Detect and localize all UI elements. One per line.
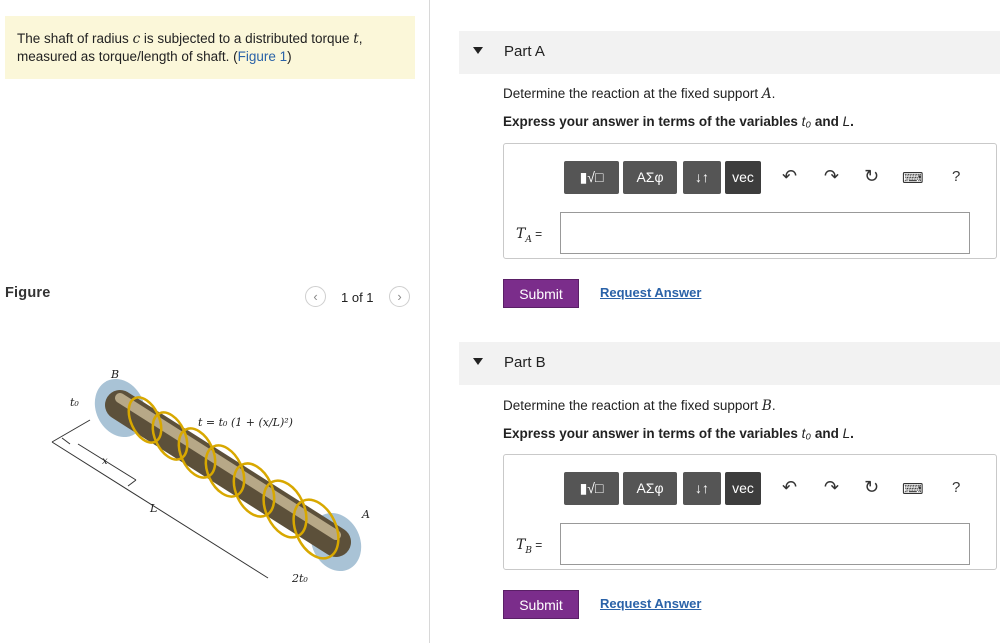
undo-icon[interactable]: ↶ <box>782 166 798 186</box>
instruction-text: Express your answer in terms of the variables <box>503 426 802 441</box>
torque-equation: t = t₀ (1 + (x/L)²) <box>198 416 293 429</box>
help-button[interactable]: ? <box>952 168 961 185</box>
intro-text: is subjected to a distributed torque <box>140 31 354 46</box>
var-c: c <box>132 31 141 47</box>
intro-text: ) <box>287 49 292 64</box>
var-l: L <box>842 426 851 441</box>
answer-var: T <box>516 537 526 553</box>
label-t0: t₀ <box>70 396 79 409</box>
figure-title: Figure <box>5 285 51 301</box>
problem-statement: The shaft of radius c is subjected to a distributed torque t, measured as torque/length of shaft. (Figure 1) <box>5 16 415 79</box>
var-t0: t₀ <box>801 114 812 129</box>
help-button[interactable]: ? <box>952 479 961 496</box>
keyboard-icon[interactable]: ⌨ <box>902 481 924 498</box>
templates-button[interactable]: ▮√□ <box>564 472 619 505</box>
greek-symbols-button[interactable]: ΑΣφ <box>623 161 677 194</box>
intro-text: measured as torque/length of shaft. ( <box>17 49 238 64</box>
subscript-button[interactable]: ↓↑ <box>683 472 721 505</box>
part-a-header[interactable] <box>459 31 1000 74</box>
answer-var-label <box>516 537 542 556</box>
var-t0: t₀ <box>801 426 812 441</box>
label-a: A <box>362 508 370 521</box>
question-text: Determine the reaction at the fixed support <box>503 398 762 413</box>
answer-input[interactable] <box>560 523 970 565</box>
reset-icon[interactable]: ↻ <box>864 477 880 497</box>
part-b-header[interactable] <box>459 342 1000 385</box>
shaft-figure <box>40 360 420 590</box>
part-a-label: Part A <box>504 43 545 60</box>
equals-sign: = <box>531 538 543 552</box>
intro-text: The shaft of radius <box>17 31 133 46</box>
part-b-question: Determine the reaction at the fixed support B. <box>503 398 776 414</box>
chevron-right-icon: › <box>397 289 402 304</box>
answer-var-label <box>516 226 542 245</box>
undo-icon[interactable]: ↶ <box>782 477 798 497</box>
keyboard-icon[interactable]: ⌨ <box>902 170 924 187</box>
part-a-question: Determine the reaction at the fixed support A. <box>503 86 776 102</box>
greek-symbols-button[interactable]: ΑΣφ <box>623 472 677 505</box>
chevron-left-icon: ‹ <box>313 289 318 304</box>
vec-button[interactable]: vec <box>725 161 761 194</box>
vec-button[interactable]: vec <box>725 472 761 505</box>
collapse-triangle-icon <box>473 47 483 54</box>
part-a-instruction: Express your answer in terms of the variables t₀ and L. <box>503 114 854 129</box>
templates-button[interactable]: ▮√□ <box>564 161 619 194</box>
support-var: B <box>761 398 772 414</box>
equals-sign: = <box>531 227 543 241</box>
answer-input[interactable] <box>560 212 970 254</box>
request-answer-link[interactable]: Request Answer <box>600 596 702 611</box>
and-text: and <box>811 114 843 129</box>
prev-figure-button[interactable] <box>305 286 326 307</box>
label-x: x <box>102 456 108 467</box>
redo-icon[interactable]: ↷ <box>824 166 840 186</box>
request-answer-link[interactable]: Request Answer <box>600 285 702 300</box>
answer-sub: A <box>525 234 532 245</box>
submit-button[interactable]: Submit <box>503 279 579 308</box>
label-2t0: 2t₀ <box>292 572 308 585</box>
instruction-text: Express your answer in terms of the variables <box>503 114 802 129</box>
submit-button[interactable]: Submit <box>503 590 579 619</box>
var-l: L <box>842 114 851 129</box>
figure-pager-count: 1 of 1 <box>341 290 374 305</box>
part-a-answer-box <box>503 143 997 259</box>
part-b-label: Part B <box>504 354 546 371</box>
part-b-instruction: Express your answer in terms of the variables t₀ and L. <box>503 426 854 441</box>
part-b-answer-box <box>503 454 997 570</box>
and-text: and <box>811 426 843 441</box>
support-var: A <box>761 86 772 102</box>
label-b: B <box>111 368 120 381</box>
redo-icon[interactable]: ↷ <box>824 477 840 497</box>
label-l: L <box>150 502 158 515</box>
panel-divider <box>429 0 430 643</box>
figure-link[interactable]: Figure 1 <box>237 49 288 64</box>
reset-icon[interactable]: ↻ <box>864 166 880 186</box>
collapse-triangle-icon <box>473 358 483 365</box>
next-figure-button[interactable] <box>389 286 410 307</box>
var-t: t <box>353 31 359 47</box>
answer-var: T <box>516 226 526 242</box>
answer-sub: B <box>525 545 532 556</box>
subscript-button[interactable]: ↓↑ <box>683 161 721 194</box>
question-text: Determine the reaction at the fixed support <box>503 86 762 101</box>
